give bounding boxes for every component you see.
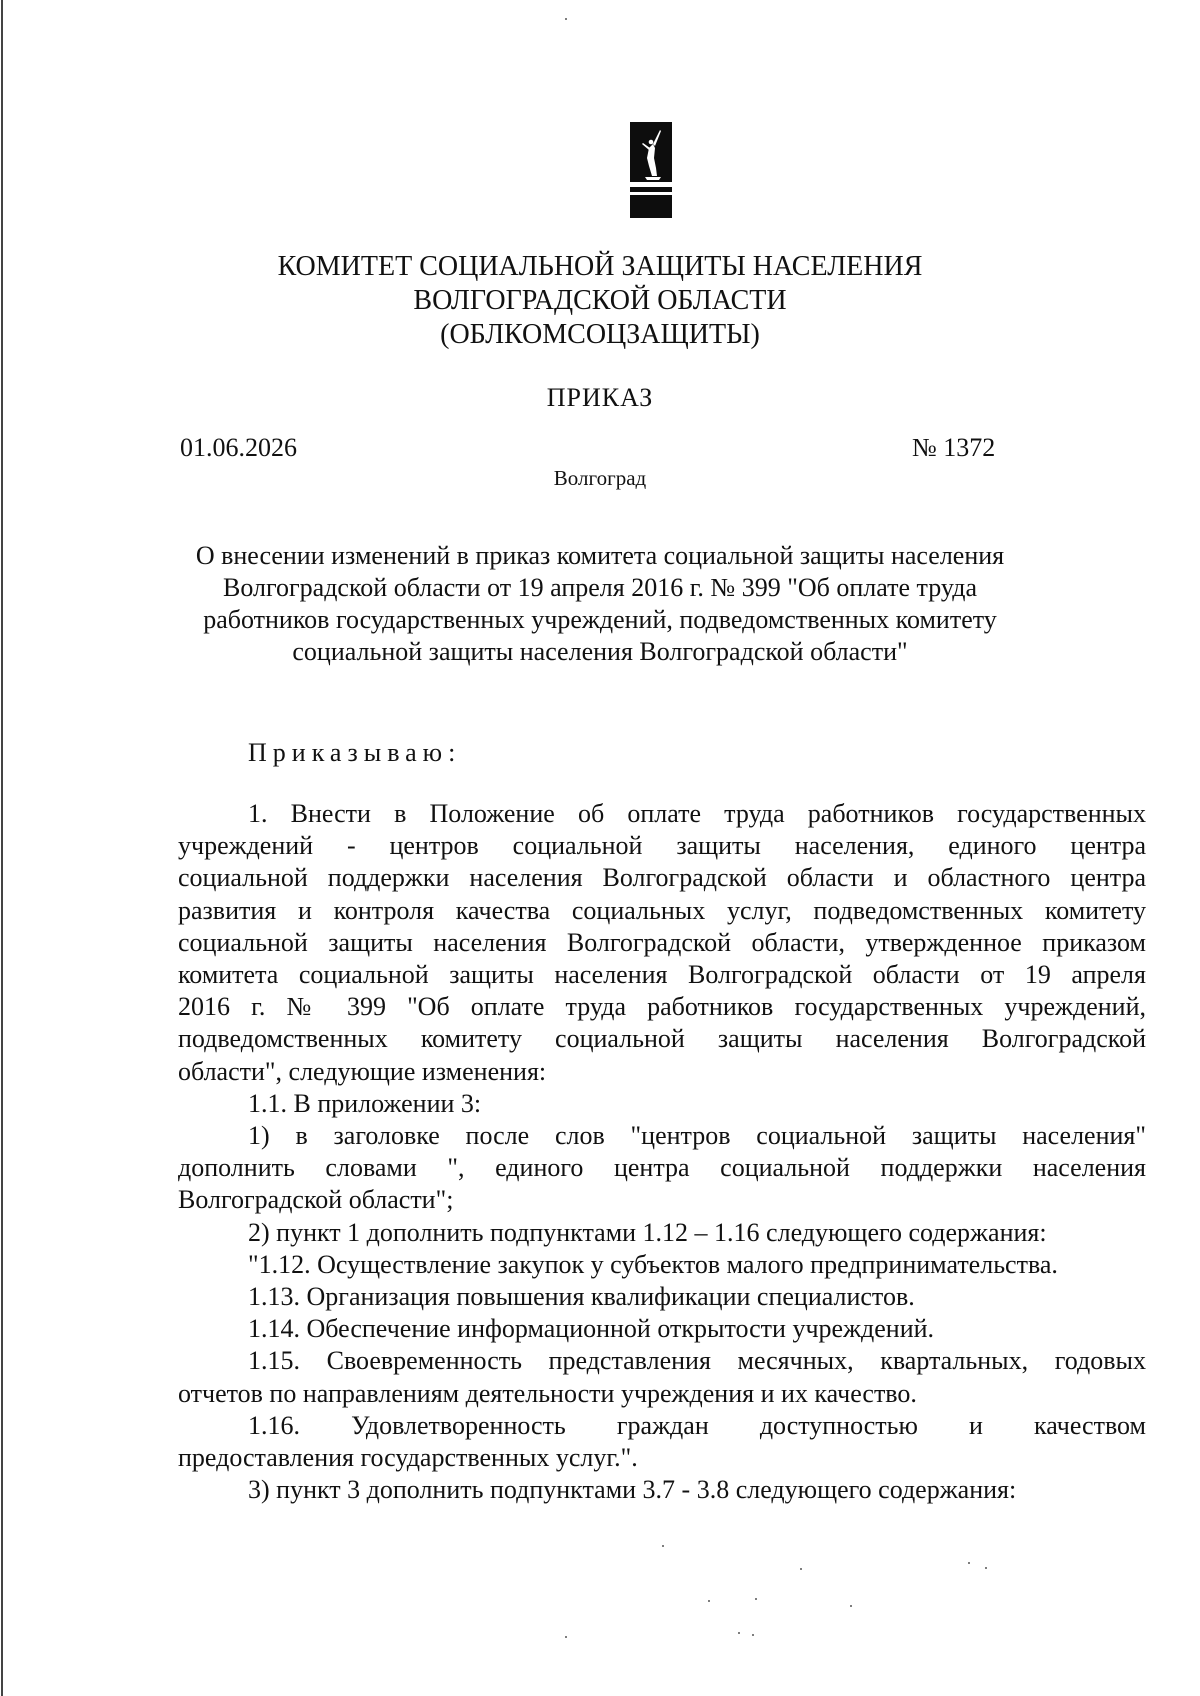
body-line: 1.16. Удовлетворенность граждан доступностью и качеством bbox=[248, 1410, 1146, 1440]
subject-line: О внесении изменений в приказ комитета социальной защиты населения bbox=[195, 541, 1005, 570]
order-city: Волгоград bbox=[553, 466, 647, 490]
organization-line-3: (ОБЛКОМСОЦЗАЩИТЫ) bbox=[440, 319, 760, 350]
scan-speck bbox=[800, 1568, 802, 1570]
scan-edge-line bbox=[1, 0, 3, 1696]
scan-speck bbox=[662, 1545, 664, 1547]
body-line: 3) пункт 3 дополнить подпунктами 3.7 - 3.8 следующего содержания: bbox=[248, 1475, 1017, 1505]
scan-speck bbox=[565, 18, 567, 20]
body-line: 1.1. В приложении 3: bbox=[248, 1088, 482, 1118]
body-line: области", следующие изменения: bbox=[178, 1056, 547, 1086]
order-subject bbox=[160, 540, 1040, 668]
body-line: подведомственных комитету социальной защиты населения Волгоградской bbox=[178, 1024, 1146, 1054]
body-line: 1) в заголовке после слов "центров социальной защиты населения" bbox=[248, 1121, 1146, 1151]
volgograd-emblem-icon bbox=[630, 122, 672, 218]
organization-name bbox=[200, 250, 1000, 352]
decree-word: Приказываю: bbox=[248, 738, 462, 767]
body-line: учреждений - центров социальной защиты населения, единого центра bbox=[178, 831, 1146, 861]
body-line: Волгоградской области"; bbox=[178, 1185, 454, 1215]
body-line: развития и контроля качества социальных услуг, подведомственных комитету bbox=[178, 895, 1146, 925]
order-date: 01.06.2026 bbox=[180, 433, 297, 462]
organization-line-1: КОМИТЕТ СОЦИАЛЬНОЙ ЗАЩИТЫ НАСЕЛЕНИЯ bbox=[277, 251, 923, 282]
organization-line-2: ВОЛГОГРАДСКОЙ ОБЛАСТИ bbox=[413, 285, 787, 316]
body-line: 1. Внести в Положение об оплате труда работников государственных bbox=[248, 799, 1146, 828]
document-type-title: ПРИКАЗ bbox=[546, 383, 654, 412]
body-line: дополнить словами ", единого центра социальной поддержки населения bbox=[178, 1153, 1146, 1183]
body-line: 1.15. Своевременность представления месячных, квартальных, годовых bbox=[248, 1346, 1146, 1376]
body-line: 2) пункт 1 дополнить подпунктами 1.12 – 1.16 следующего содержания: bbox=[248, 1217, 1047, 1247]
body-line: комитета социальной защиты населения Волгоградской области от 19 апреля bbox=[178, 960, 1146, 990]
body-line: предоставления государственных услуг.". bbox=[178, 1443, 638, 1473]
subject-line: социальной защиты населения Волгоградской области" bbox=[292, 637, 908, 666]
scan-speck bbox=[708, 1600, 710, 1602]
scan-speck bbox=[565, 1636, 567, 1638]
order-number: № 1372 bbox=[912, 433, 996, 462]
body-line: 1.14. Обеспечение информационной открытости учреждений. bbox=[248, 1314, 935, 1344]
scan-speck bbox=[968, 1562, 970, 1564]
order-body bbox=[178, 798, 1146, 1506]
body-line: 2016 г. № 399 "Об оплате труда работников государственных учреждений, bbox=[178, 992, 1146, 1022]
body-line: социальной защиты населения Волгоградской области, утвержденное приказом bbox=[178, 927, 1146, 957]
subject-line: Волгоградской области от 19 апреля 2016 г. № 399 "Об оплате труда bbox=[223, 573, 977, 602]
body-line: отчетов по направлениям деятельности учреждения и их качество. bbox=[178, 1378, 917, 1408]
scan-speck bbox=[752, 1634, 754, 1636]
body-line: 1.13. Организация повышения квалификации специалистов. bbox=[248, 1282, 915, 1312]
scan-speck bbox=[985, 1567, 987, 1569]
scan-speck bbox=[755, 1598, 757, 1600]
body-line: социальной поддержки населения Волгоградской области и областного центра bbox=[178, 863, 1146, 893]
body-line: "1.12. Осуществление закупок у субъектов малого предпринимательства. bbox=[248, 1249, 1058, 1279]
scan-speck bbox=[738, 1632, 740, 1634]
subject-line: работников государственных учреждений, подведомственных комитету bbox=[203, 605, 997, 634]
scan-speck bbox=[850, 1605, 852, 1607]
